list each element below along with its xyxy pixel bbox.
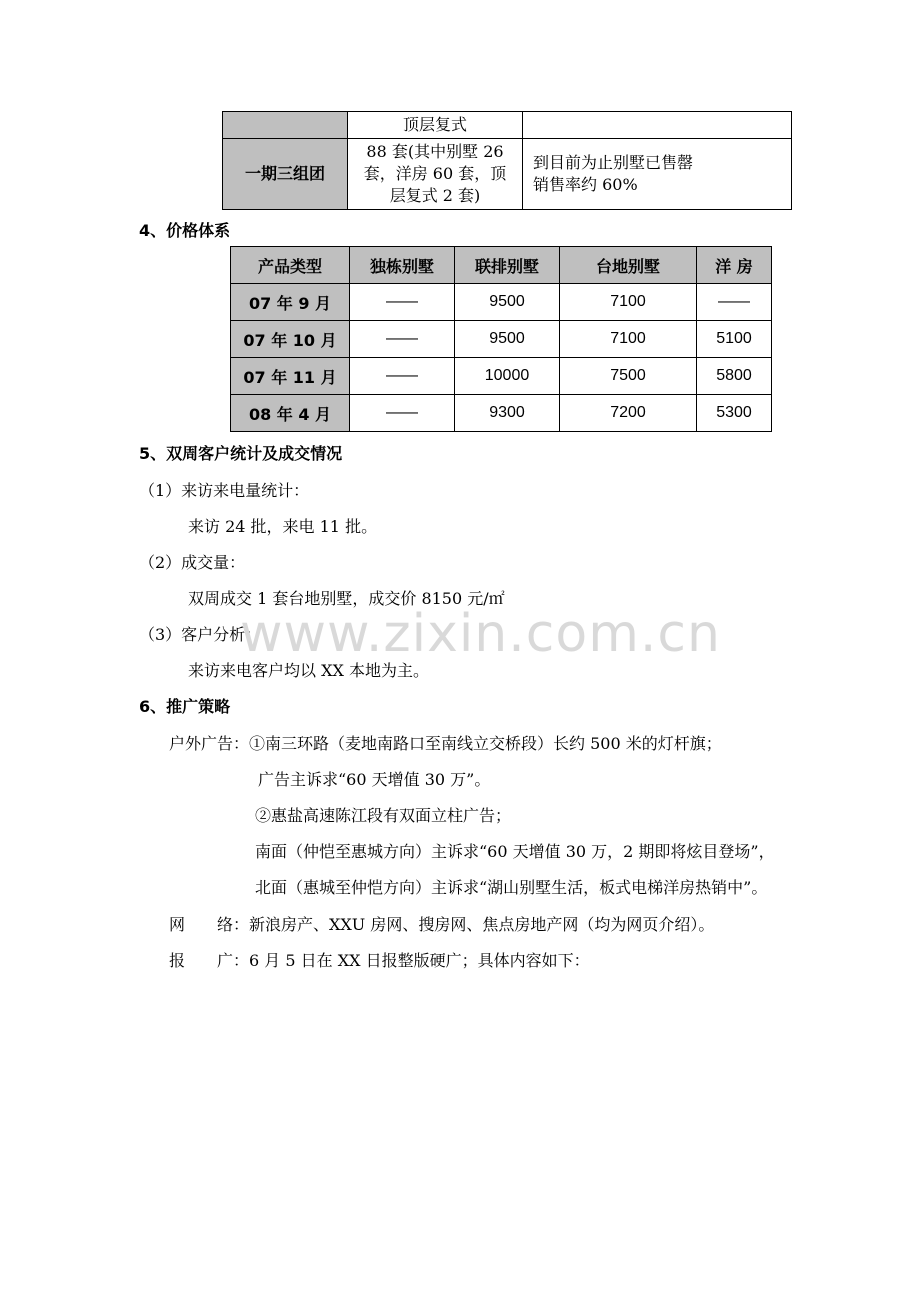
section-4-heading: 4、价格体系 (139, 221, 231, 240)
section-6-heading: 6、推广策略 (139, 697, 231, 716)
table-cell: 9500 (455, 284, 560, 321)
promo-line: 户外广告：①南三环路（麦地南路口至南线立交桥段）长约 500 米的灯杆旗； (169, 734, 722, 753)
promo-line: 网 络：新浪房产、XXU 房网、搜房网、焦点房地产网（均为网页介绍）。 (169, 915, 715, 934)
table-cell: —— (697, 284, 772, 321)
table-cell: 9300 (455, 395, 560, 432)
table-cell: 7100 (560, 284, 697, 321)
sales-status-line: 到目前为止别墅已售罄 (533, 153, 694, 172)
group-cell-empty (223, 112, 348, 139)
promo-line: 北面（惠城至仲恺方向）主诉求“湖山别墅生活，板式电梯洋房热销中”。 (255, 878, 768, 897)
item-text: 来访 24 批，来电 11 批。 (188, 517, 378, 536)
table-cell: 7500 (560, 358, 697, 395)
header-cell: 台地别墅 (560, 247, 697, 284)
table-cell: 7100 (560, 321, 697, 358)
table-cell: —— (350, 358, 455, 395)
header-cell: 独栋别墅 (350, 247, 455, 284)
table-cell: 7200 (560, 395, 697, 432)
sales-status-cell (523, 139, 792, 210)
table-row (231, 321, 772, 358)
watermark: www.zixin.com.cn (240, 604, 721, 664)
table-cell: 5800 (697, 358, 772, 395)
row-label: 08 年 4 月 (231, 395, 350, 432)
table-header-row (231, 247, 772, 284)
table-row (231, 358, 772, 395)
sales-cell-empty (523, 112, 792, 139)
item-label: （2）成交量： (139, 553, 246, 572)
unit-count-line: 88 套(其中别墅 26 (366, 142, 504, 161)
row-label: 07 年 9 月 (231, 284, 350, 321)
row-label: 07 年 10 月 (231, 321, 350, 358)
table-cell: 5100 (697, 321, 772, 358)
table-row (231, 395, 772, 432)
table-cell: —— (350, 284, 455, 321)
item-label: （3）客户分析： (139, 625, 262, 644)
table-row (223, 139, 792, 210)
table-cell: 10000 (455, 358, 560, 395)
table-cell: 9500 (455, 321, 560, 358)
unit-count-line: 层复式 2 套) (389, 186, 481, 205)
promo-line: 广告主诉求“60 天增值 30 万”。 (258, 770, 491, 789)
unit-count-cell (348, 139, 523, 210)
table-cell: —— (350, 321, 455, 358)
item-label: （1）来访来电量统计： (139, 481, 310, 500)
section-5-heading: 5、双周客户统计及成交情况 (139, 444, 343, 463)
project-table (222, 111, 792, 210)
price-table (230, 246, 772, 432)
unit-type-cell: 顶层复式 (348, 112, 523, 139)
table-cell: 5300 (697, 395, 772, 432)
row-label: 07 年 11 月 (231, 358, 350, 395)
header-cell: 联排别墅 (455, 247, 560, 284)
header-cell: 产品类型 (231, 247, 350, 284)
promo-line: 南面（仲恺至惠城方向）主诉求“60 天增值 30 万，2 期即将炫目登场”， (255, 842, 775, 861)
unit-count-line: 套，洋房 60 套，顶 (363, 164, 507, 183)
promo-line: ②惠盐高速陈江段有双面立柱广告； (255, 806, 512, 825)
table-cell: —— (350, 395, 455, 432)
header-cell: 洋 房 (697, 247, 772, 284)
sales-status-line: 销售率约 60% (533, 175, 638, 194)
promo-line: 报 广：6 月 5 日在 XX 日报整版硬广；具体内容如下： (169, 951, 590, 970)
item-text: 来访来电客户均以 XX 本地为主。 (188, 661, 429, 680)
item-text: 双周成交 1 套台地别墅，成交价 8150 元/㎡ (188, 589, 505, 608)
table-row (231, 284, 772, 321)
table-row (223, 112, 792, 139)
group-label: 一期三组团 (223, 139, 348, 210)
